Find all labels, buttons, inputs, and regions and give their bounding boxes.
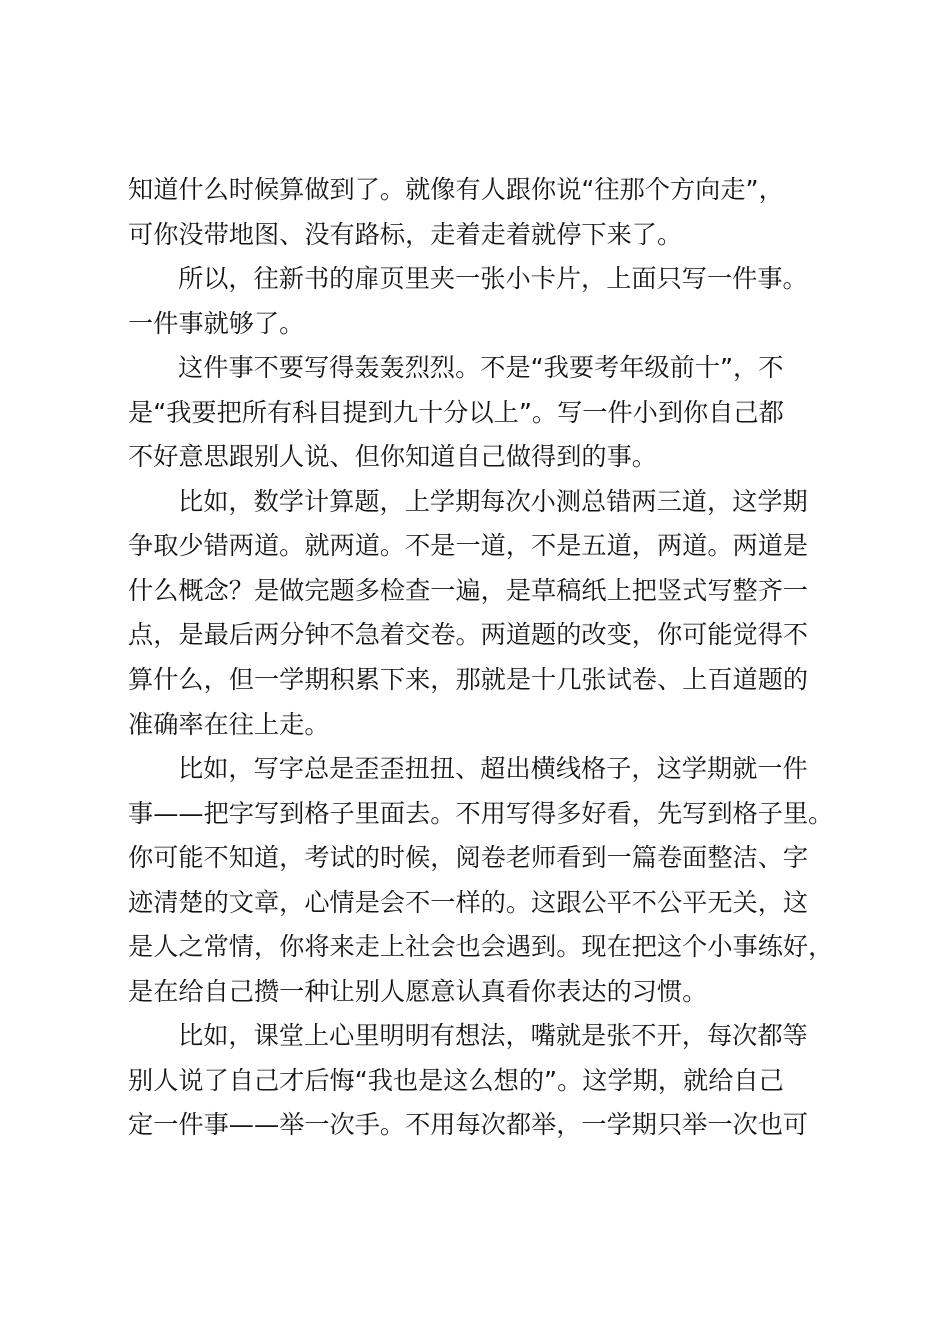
text-line: 迹清楚的文章，心情是会不一样的。这跟公平不公平无关，这 <box>128 887 809 917</box>
text-line: 这件事不要写得轰轰烈烈。不是“我要考年级前十”，不 <box>178 353 784 383</box>
text-line: 是人之常情，你将来走上社会也会遇到。现在把这个小事练好， <box>128 932 834 962</box>
text-line: 不好意思跟别人说、但你知道自己做得到的事。 <box>128 442 657 472</box>
text-line: 什么概念？是做完题多检查一遍，是草稿纸上把竖式写整齐一 <box>128 575 809 605</box>
text-line: 知道什么时候算做到了。就像有人跟你说“往那个方向走”， <box>128 175 784 204</box>
text-line: 点，是最后两分钟不急着交卷。两道题的改变，你可能觉得不 <box>128 620 809 650</box>
text-line: 别人说了自己才后悔“我也是这么想的”。这学期，就给自己 <box>128 1065 784 1095</box>
text-line: 比如，写字总是歪歪扭扭、超出横线格子，这学期就一件 <box>178 754 808 784</box>
text-line: 定一件事——举一次手。不用每次都举，一学期只举一次也可 <box>128 1110 809 1140</box>
text-line: 可你没带地图、没有路标，走着走着就停下来了。 <box>128 219 683 249</box>
text-line: 是“我要把所有科目提到九十分以上”。写一件小到你自己都 <box>128 397 784 427</box>
text-line: 准确率在往上走。 <box>128 709 330 739</box>
text-line: 争取少错两道。就两道。不是一道，不是五道，两道。两道是 <box>128 531 809 561</box>
text-line: 事——把字写到格子里面去。不用写得多好看，先写到格子里。 <box>128 798 834 828</box>
text-line: 比如，课堂上心里明明有想法，嘴就是张不开，每次都等 <box>178 1021 808 1051</box>
text-line: 是在给自己攒一种让别人愿意认真看你表达的习惯。 <box>128 976 708 1006</box>
text-line: 算什么，但一学期积累下来，那就是十几张试卷、上百道题的 <box>128 665 809 695</box>
body-text <box>128 168 838 1148</box>
text-line: 你可能不知道，考试的时候，阅卷老师看到一篇卷面整洁、字 <box>128 843 809 873</box>
text-line: 比如，数学计算题，上学期每次小测总错两三道，这学期 <box>178 486 808 516</box>
text-line: 所以，往新书的扉页里夹一张小卡片，上面只写一件事。 <box>178 264 808 294</box>
text-line: 一件事就够了。 <box>128 308 305 338</box>
